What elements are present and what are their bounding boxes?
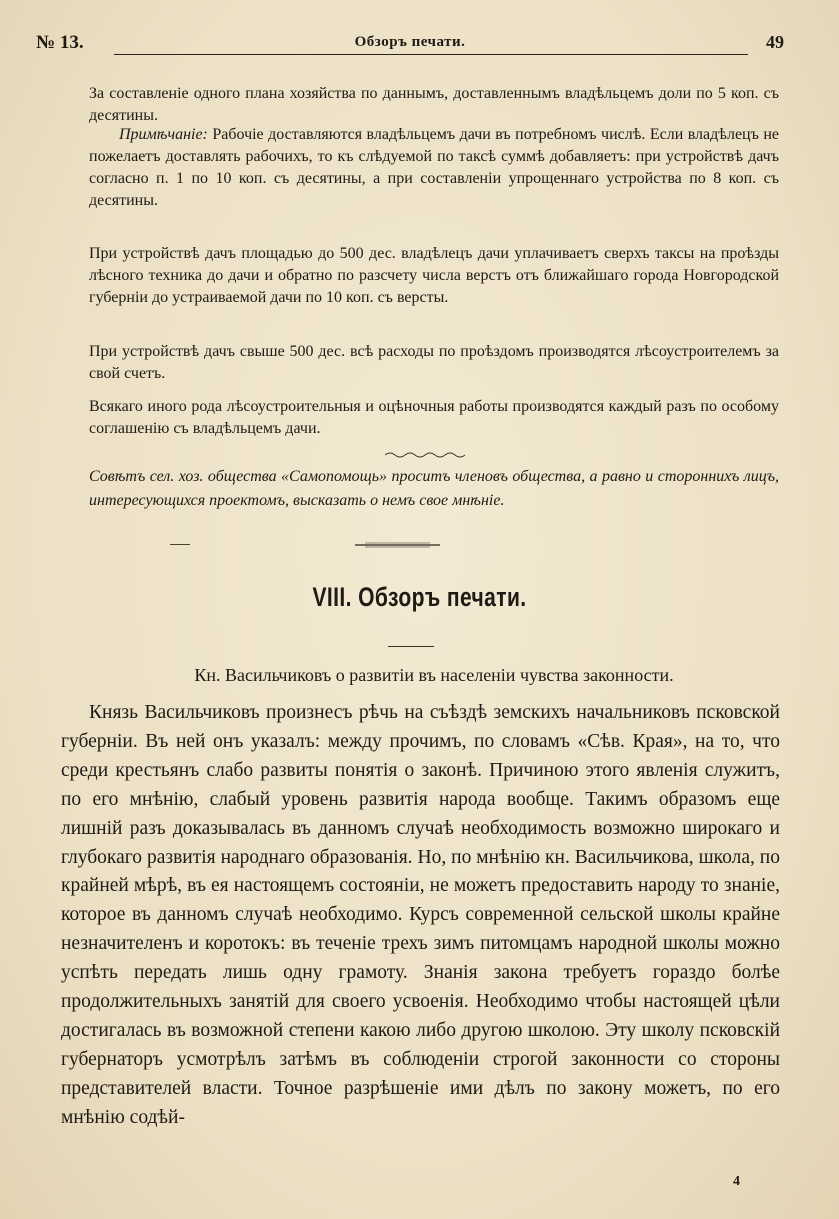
- paragraph-plan-fee: [89, 83, 779, 127]
- section-rule: [388, 646, 434, 647]
- page-number: 49: [766, 32, 784, 52]
- paragraph-text: При устройствѣ дачъ свыше 500 дес. всѣ расходы по проѣздомъ производятся лѣсоустроителемъ за свой счетъ.: [89, 343, 779, 382]
- paragraph-text: Всякаго иного рода лѣсоустроительныя и оцѣночныя работы производятся каждый разъ по особому соглашенію съ владѣльцемъ дачи.: [89, 398, 779, 437]
- running-title: Обзоръ печати.: [354, 34, 466, 50]
- paragraph-text: При устройствѣ дачъ площадью до 500 дес. владѣлецъ дачи уплачиваетъ сверхъ таксы на проѣзды лѣсного техника до дачи и обратно по разсчету числа верстъ отъ ближайшаго города Новгородской губерніи до устраиваемой дачи по 10 коп. съ версты.: [89, 245, 779, 306]
- paragraph-text: За составленіе одного плана хозяйства по даннымъ, доставленнымъ владѣльцемъ доли по 5 коп. съ десятины.: [89, 85, 779, 124]
- note-text: Рабочіе доставляются владѣльцемъ дачи въ потребномъ числѣ. Если владѣлецъ не пожелаетъ доставлять рабочихъ, то къ слѣдуемой по таксѣ суммѣ добавляетъ: при устройствѣ дачъ согласно п. 1 по 10 коп. съ десятины, а при составленіи упрощеннаго устройства по 8 коп. съ десятины.: [89, 126, 779, 209]
- wavy-divider: [385, 451, 465, 459]
- paragraph-note: [89, 124, 779, 212]
- paragraph-travel-large: [89, 341, 779, 385]
- section-title: VIII. Обзоръ печати.: [312, 582, 527, 612]
- signature-mark: 4: [733, 1174, 740, 1189]
- paragraph-travel-small: [89, 243, 779, 309]
- ornament-divider: [355, 540, 440, 550]
- paragraph-other-works: [89, 396, 779, 440]
- header-rule: [114, 54, 748, 55]
- society-notice: Совѣтъ сел. хоз. общества «Самопомощь» проситъ членовъ общества, а равно и стороннихъ лицъ, интересующихся проектомъ, высказать о немъ свое мнѣніе.: [89, 468, 779, 509]
- article-subtitle: Кн. Васильчиковъ о развитіи въ населеніи чувства законности.: [194, 665, 674, 685]
- issue-number: № 13.: [36, 32, 84, 53]
- article-paragraph: Князь Васильчиковъ произнесъ рѣчь на съѣздѣ земскихъ начальниковъ псковской губерніи. Въ ней онъ указалъ: между прочимъ, по словамъ «Сѣв. Края», на то, что среди крестьянъ слабо развиты понятія о законѣ. Причиною этого явленія служитъ, по его мнѣнію, слабый уровень развитія народа вообще. Такимъ образомъ еще лишній разъ доказывалась въ данномъ случаѣ необходимость возможно широкаго и глубокаго развитія народнаго образованія. Но, по мнѣнію кн. Васильчикова, школа, по крайней мѣрѣ, въ ея настоящемъ состояніи, не можетъ предоставить народу то знаніе, которое въ данномъ случаѣ необходимо. Курсъ современной сельской школы крайне незначителенъ и коротокъ: въ теченіе трехъ зимъ питомцамъ народной школы можно успѣть передать лишь одну грамоту. Знанія закона требуетъ гораздо болѣе продолжительныхъ занятій для своего усвоенія. Необходимо чтобы настоящей цѣли достигалась въ возможной степени какою либо другою школою. Эту школу псковскій губернаторъ усмотрѣлъ затѣмъ въ соблюденіи строгой законности со стороны представителей власти. Точное разрѣшеніе ими дѣлъ по закону можетъ, по его мнѣнію содѣй-: [61, 702, 780, 1128]
- article-body: [61, 699, 780, 1133]
- ornament-dash: [170, 544, 190, 545]
- page-header: [36, 30, 784, 58]
- note-label: Примѣчаніе:: [119, 126, 208, 143]
